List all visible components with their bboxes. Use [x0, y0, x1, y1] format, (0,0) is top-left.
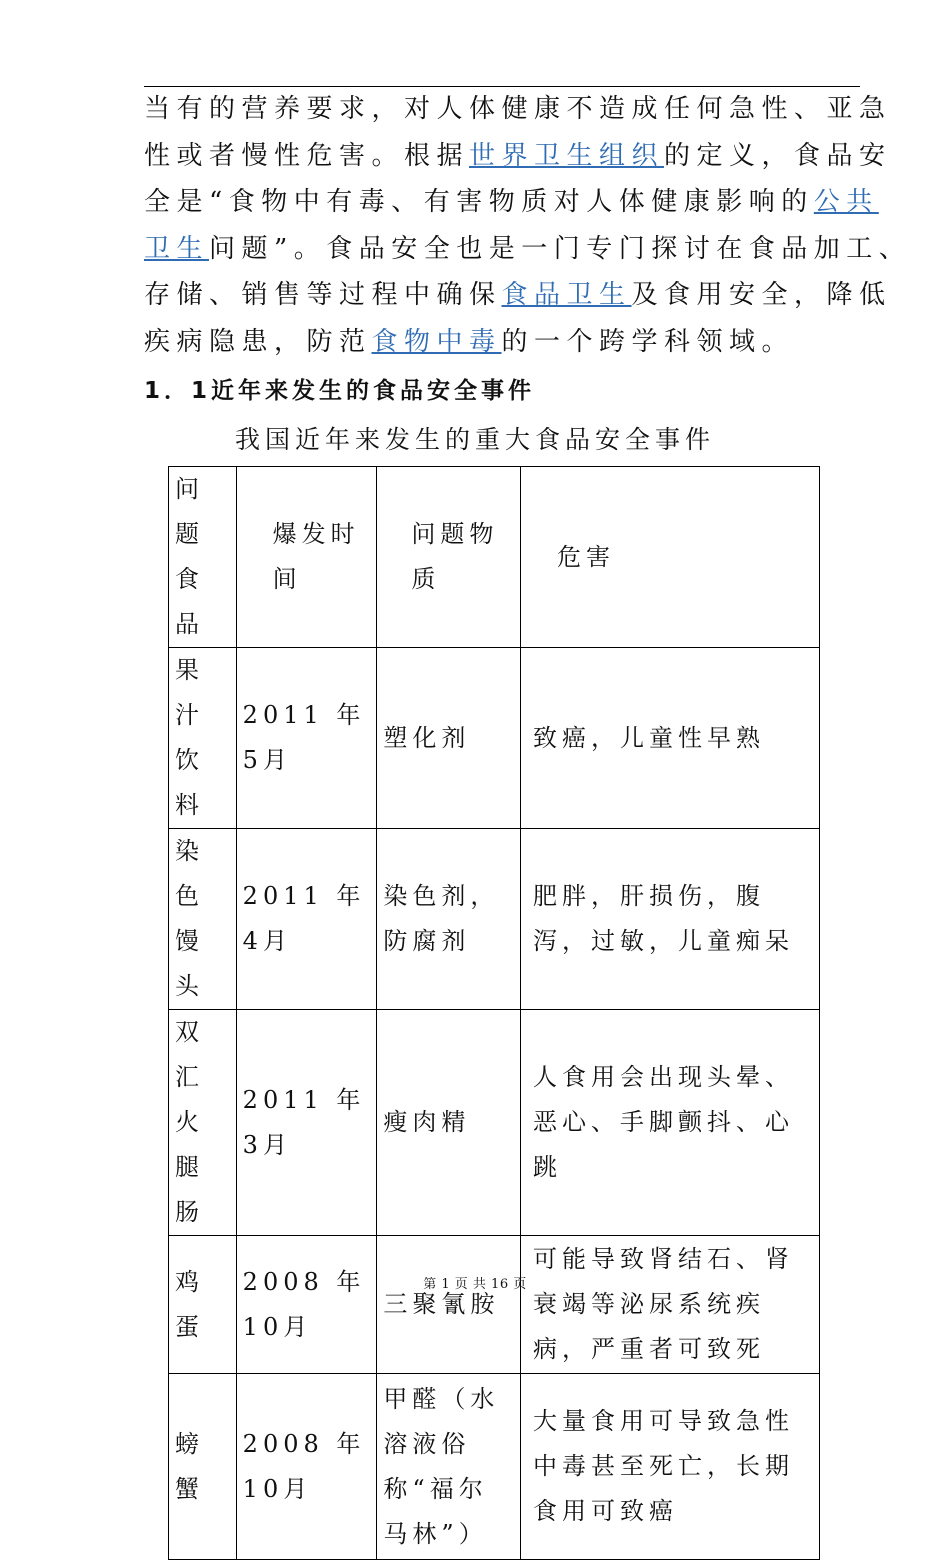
- paragraph-text: 问题”。食品安全也是一门专门探讨在食品加工、: [209, 233, 912, 264]
- food-safety-incidents-table: [168, 466, 820, 1560]
- public-health-link-part2[interactable]: 卫生: [144, 233, 210, 264]
- cell-food: 果汁饮料: [169, 648, 237, 829]
- header-harm: 危害: [520, 467, 819, 648]
- cell-food: 染色馒头: [169, 829, 237, 1010]
- paragraph-line: [144, 179, 879, 226]
- paragraph-line: [144, 86, 892, 133]
- cell-harm: 人食用会出现头晕、恶心、手脚颤抖、心跳: [520, 1010, 819, 1236]
- cell-harm: 大量食用可导致急性中毒甚至死亡，长期食用可致癌: [520, 1374, 819, 1560]
- cell-time: 2011 年5月: [236, 648, 377, 829]
- cell-time: 2008 年10月: [236, 1236, 377, 1374]
- paragraph-text: 疾病隐患，防范: [144, 326, 372, 357]
- table-row: [169, 1236, 820, 1374]
- paragraph-text: 及食用安全，降低: [631, 280, 892, 310]
- cell-food: 双汇火腿肠: [169, 1010, 237, 1236]
- table-row: [169, 1010, 820, 1236]
- paragraph-text: 的一个跨学科领域。: [501, 326, 795, 357]
- cell-harm: 肥胖，肝损伤，腹泻，过敏，儿童痴呆: [520, 829, 819, 1010]
- intro-paragraph: [144, 86, 912, 365]
- table-row: [169, 829, 820, 1010]
- paragraph-text: 性或者慢性危害。根据: [144, 140, 470, 171]
- who-link[interactable]: 世界卫生组织: [469, 140, 665, 171]
- table-row: [169, 648, 820, 829]
- paragraph-text: 存储、销售等过程中确保: [144, 280, 502, 310]
- table-header-row: [169, 467, 820, 648]
- table-row: [169, 1374, 820, 1560]
- cell-food: 鸡蛋: [169, 1236, 237, 1374]
- page-footer: 第 1 页 共 16 页: [423, 1277, 527, 1292]
- cell-time: 2011 年 3月: [236, 1010, 377, 1236]
- paragraph-line: [144, 319, 864, 366]
- paragraph-line: [144, 226, 912, 273]
- paragraph-line: [144, 133, 892, 180]
- cell-substance: 塑化剂: [377, 648, 521, 829]
- header-time: 爆发时间: [236, 467, 377, 648]
- header-substance: 问题物质: [377, 467, 521, 648]
- paragraph-text: 全是“食物中有毒、有害物质对人体健康影响的: [144, 187, 814, 217]
- cell-substance: 甲醛（水溶液俗称“福尔马林”）: [377, 1374, 521, 1560]
- table-caption: 我国近年来发生的重大食品安全事件: [234, 425, 715, 454]
- cell-harm: 致癌，儿童性早熟: [520, 648, 819, 829]
- paragraph-line: [144, 272, 892, 319]
- header-food: 问题食品: [169, 467, 237, 648]
- cell-substance: 染色剂，防腐剂: [377, 829, 521, 1010]
- cell-food: 螃蟹: [169, 1374, 237, 1560]
- cell-substance: 三聚氰胺: [377, 1236, 521, 1374]
- food-hygiene-link[interactable]: 食品卫生: [501, 280, 632, 310]
- paragraph-text: 当有的营养要求，对人体健康不造成任何急性、亚急: [144, 94, 892, 124]
- cell-substance: 瘦肉精: [377, 1010, 521, 1236]
- section-heading: 1．1近年来发生的食品安全事件: [144, 378, 536, 404]
- paragraph-text: 的定义，食品安: [664, 140, 892, 171]
- cell-time: 2008 年10月: [236, 1374, 377, 1560]
- cell-time: 2011 年 4月: [236, 829, 377, 1010]
- food-poisoning-link[interactable]: 食物中毒: [371, 326, 502, 357]
- cell-harm: 可能导致肾结石、肾衰竭等泌尿系统疾病，严重者可致死: [520, 1236, 819, 1374]
- public-health-link-part1[interactable]: 公共: [813, 187, 879, 217]
